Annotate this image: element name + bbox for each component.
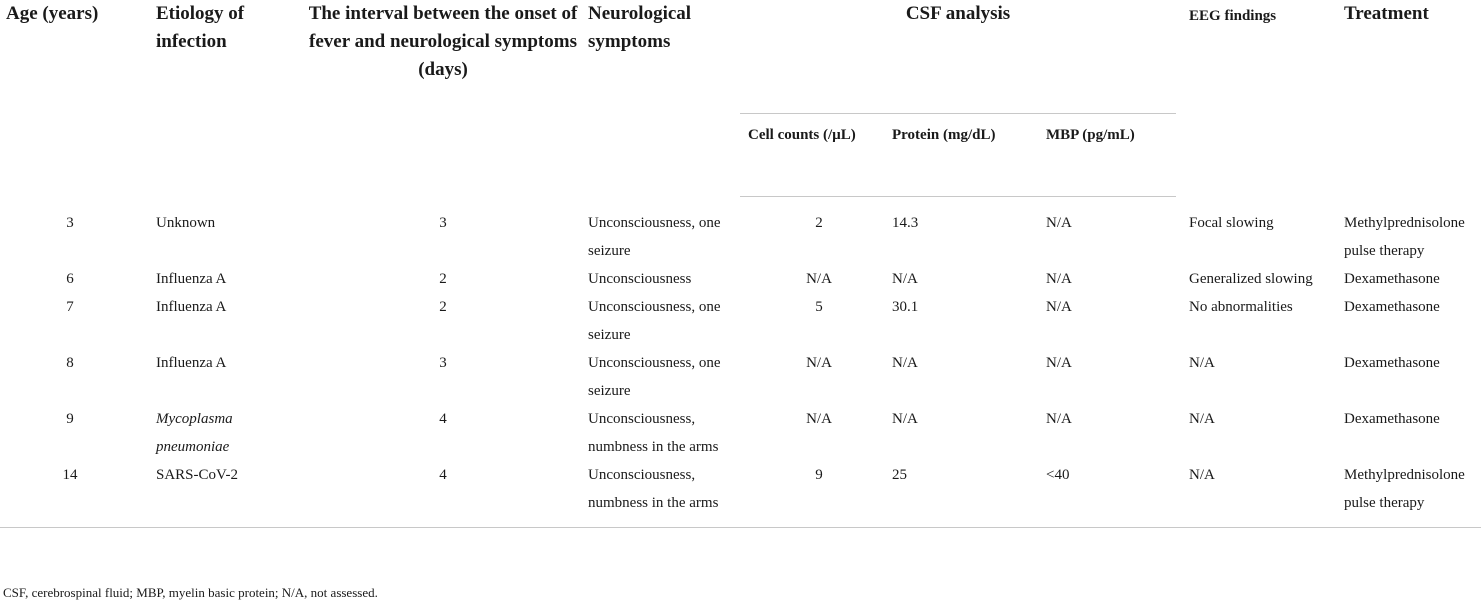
header-cell-counts: Cell counts (/µL) — [740, 114, 890, 197]
cell-cell-counts: 5 — [815, 298, 823, 315]
cell-neurological-symptoms: Unconsciousness — [588, 270, 692, 287]
cell-age: 6 — [66, 270, 74, 287]
header-interval: The interval between the onset of fever and neurological symptoms (days) — [308, 3, 578, 80]
cell-treatment: Dexamethasone — [1344, 270, 1440, 287]
table-row — [0, 293, 1481, 349]
table-body — [0, 197, 1481, 528]
cell-age: 14 — [0, 461, 140, 528]
cell-treatment — [1331, 461, 1481, 528]
header-mbp: MBP (pg/mL) — [1040, 114, 1176, 197]
cell-etiology: Mycoplasma pneumoniae — [156, 410, 233, 455]
cell-protein: N/A — [892, 410, 918, 427]
cell-mbp: N/A — [1046, 298, 1072, 315]
table-row — [0, 265, 1481, 293]
table-row — [0, 461, 1481, 528]
cell-eeg: N/A — [1189, 410, 1215, 427]
cell-cell-counts: N/A — [806, 270, 832, 287]
header-neurological-symptoms: Neurological symptoms — [588, 3, 692, 52]
cell-etiology: SARS-CoV-2 — [140, 461, 296, 528]
table-row — [0, 349, 1481, 405]
header-treatment: Treatment — [1344, 3, 1429, 24]
cell-age: 3 — [66, 214, 74, 231]
cell-etiology: Unknown — [156, 214, 216, 231]
cell-mbp: N/A — [1046, 215, 1072, 231]
cell-etiology: Influenza A — [156, 298, 227, 315]
table-row — [0, 405, 1481, 461]
header-csf-analysis: CSF analysis — [740, 0, 1176, 114]
table-header — [0, 0, 1481, 197]
cell-mbp: N/A — [1046, 270, 1072, 287]
cell-cell-counts: N/A — [806, 410, 832, 427]
header-row — [0, 0, 1481, 114]
cell-interval: 2 — [439, 270, 447, 287]
cell-treatment: Dexamethasone — [1344, 410, 1440, 427]
cell-neurological-symptoms: Unconsciousness, one seizure — [588, 354, 721, 399]
cell-eeg: N/A — [1176, 461, 1331, 528]
header-etiology: Etiology of infection — [156, 3, 245, 52]
cell-protein: N/A — [892, 354, 918, 371]
cell-age: 7 — [66, 298, 74, 315]
cell-mbp: N/A — [1046, 410, 1072, 427]
cell-cell-counts: 9 — [740, 461, 890, 528]
cell-neurological-symptoms: Unconsciousness, numbness in the arms — [584, 461, 740, 528]
cell-treatment: Dexamethasone — [1344, 354, 1440, 371]
cell-treatment: Dexamethasone — [1344, 298, 1440, 315]
cell-cell-counts: 2 — [815, 215, 823, 231]
cell-protein: 14.3 — [892, 215, 919, 231]
cell-neurological-symptoms: Unconsciousness, one seizure — [588, 298, 721, 343]
cell-treatment — [1331, 197, 1481, 265]
cell-age: 9 — [66, 410, 74, 427]
treatment-line-2: pulse therapy — [1344, 242, 1425, 259]
treatment-line-1: Methylprednisolone — [1344, 466, 1465, 483]
treatment-line-1: Methylprednisolone — [1344, 214, 1465, 231]
table-row — [0, 197, 1481, 265]
cell-etiology: Influenza A — [156, 270, 227, 287]
cell-interval: 3 — [439, 354, 447, 371]
cell-protein: 25 — [890, 461, 1040, 528]
cell-etiology: Influenza A — [156, 354, 227, 371]
header-protein: Protein (mg/dL) — [890, 114, 1040, 197]
cell-interval: 3 — [439, 214, 447, 231]
cell-protein: 30.1 — [892, 298, 919, 315]
table-footnote: CSF, cerebrospinal fluid; MBP, myelin basic protein; N/A, not assessed. — [3, 585, 378, 600]
header-age: Age (years) — [6, 3, 99, 24]
treatment-line-2: pulse therapy — [1344, 494, 1425, 511]
cell-mbp: N/A — [1046, 354, 1072, 371]
cell-eeg: Generalized slowing — [1189, 270, 1313, 287]
cell-neurological-symptoms: Unconsciousness, numbness in the arms — [588, 410, 719, 455]
cell-neurological-symptoms: Unconsciousness, one seizure — [588, 214, 721, 259]
cell-mbp: <40 — [1040, 461, 1176, 528]
cell-interval: 2 — [439, 298, 447, 315]
header-eeg-findings: EEG findings — [1189, 8, 1277, 24]
cell-cell-counts: N/A — [806, 354, 832, 371]
cell-eeg: N/A — [1189, 354, 1215, 371]
cell-eeg: No abnormalities — [1189, 298, 1293, 315]
cell-interval: 4 — [439, 410, 447, 427]
cell-eeg: Focal slowing — [1189, 214, 1274, 231]
cell-age: 8 — [66, 354, 74, 371]
cell-protein: N/A — [892, 270, 918, 287]
cell-interval: 4 — [296, 461, 584, 528]
